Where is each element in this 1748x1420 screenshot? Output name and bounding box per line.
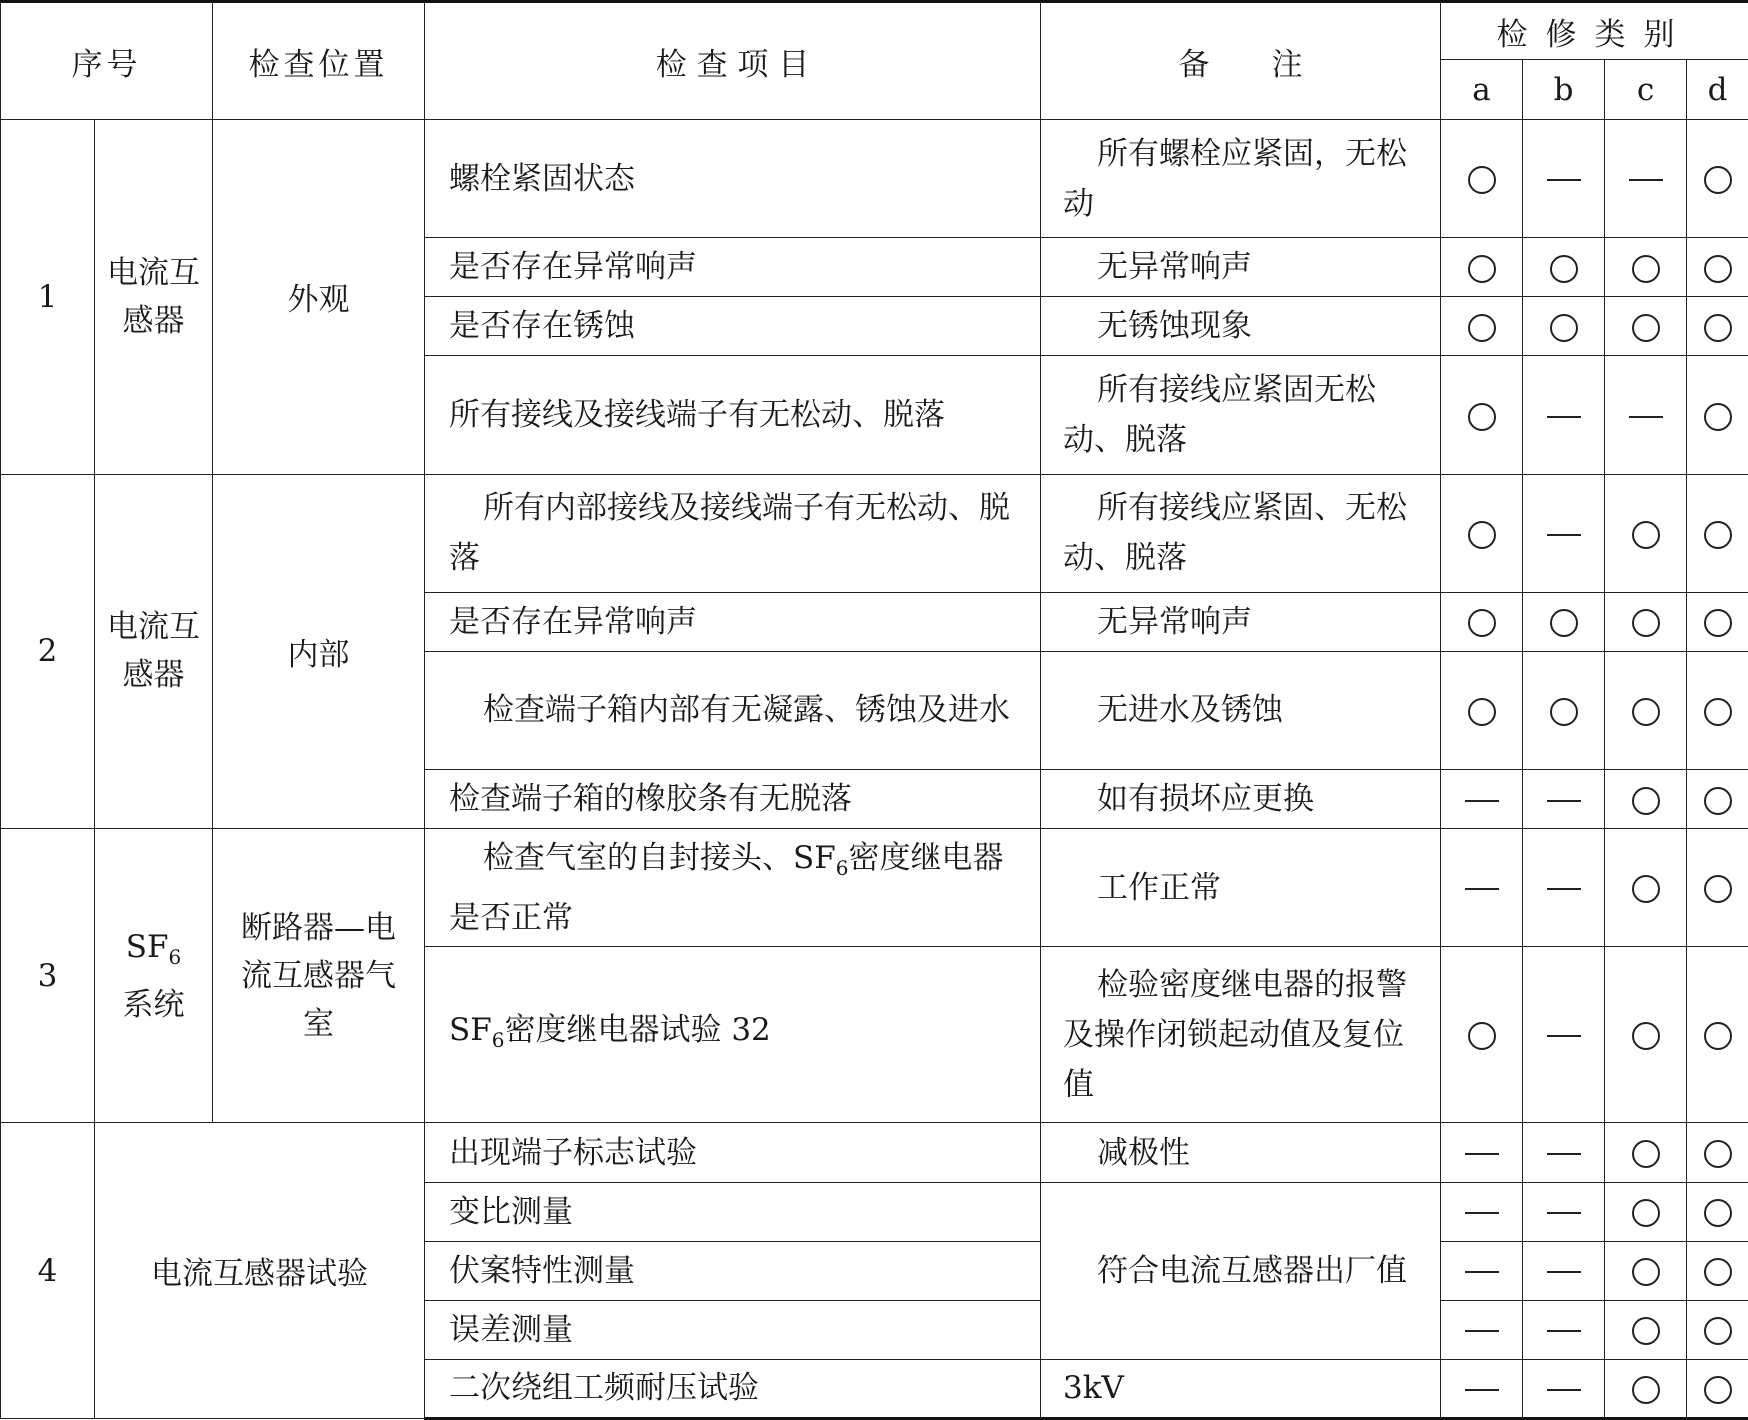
mark-cell (1605, 947, 1687, 1123)
header-note: 备 注 (1041, 2, 1441, 120)
circle-mark-icon (1550, 314, 1578, 342)
circle-mark-icon (1704, 403, 1732, 431)
circle-mark-icon (1632, 787, 1660, 815)
check-note: 所有螺栓应紧固，无松动 (1041, 120, 1441, 238)
table-row (1, 1123, 1748, 1182)
mark-cell (1523, 356, 1605, 474)
mark-cell (1605, 1300, 1687, 1359)
circle-mark-icon (1704, 314, 1732, 342)
dash-mark-icon (1547, 1271, 1581, 1273)
check-note: 减极性 (1041, 1123, 1441, 1182)
mark-cell (1687, 770, 1748, 829)
mark-cell (1523, 592, 1605, 651)
group-object: 电流互感器试验 (95, 1123, 425, 1419)
circle-mark-icon (1704, 1022, 1732, 1050)
mark-cell (1687, 592, 1748, 651)
mark-cell (1523, 651, 1605, 769)
check-item: 出现端子标志试验 (425, 1123, 1041, 1182)
circle-mark-icon (1704, 166, 1732, 194)
check-item: 所有接线及接线端子有无松动、脱落 (425, 356, 1041, 474)
check-note: 所有接线应紧固、无松动、脱落 (1041, 474, 1441, 592)
mark-cell (1523, 1123, 1605, 1182)
dash-mark-icon (1465, 888, 1499, 890)
dash-mark-icon (1465, 1212, 1499, 1214)
header-cat-d: d (1687, 60, 1748, 120)
circle-mark-icon (1632, 609, 1660, 637)
mark-cell (1441, 356, 1523, 474)
circle-mark-icon (1468, 255, 1496, 283)
mark-cell (1441, 947, 1523, 1123)
dash-mark-icon (1547, 888, 1581, 890)
circle-mark-icon (1468, 314, 1496, 342)
check-note: 无锈蚀现象 (1041, 297, 1441, 356)
mark-cell (1441, 1241, 1523, 1300)
check-note: 3kV (1041, 1359, 1441, 1418)
mark-cell (1687, 947, 1748, 1123)
mark-cell (1523, 947, 1605, 1123)
mark-cell (1605, 829, 1687, 947)
dash-mark-icon (1547, 1330, 1581, 1332)
circle-mark-icon (1632, 521, 1660, 549)
group-object: 电流互感器 (95, 474, 213, 828)
header-cat-a: a (1441, 60, 1523, 120)
mark-cell (1441, 238, 1523, 297)
circle-mark-icon (1632, 1376, 1660, 1404)
mark-cell (1605, 592, 1687, 651)
mark-cell (1605, 120, 1687, 238)
check-note: 所有接线应紧固无松动、脱落 (1041, 356, 1441, 474)
mark-cell (1687, 120, 1748, 238)
circle-mark-icon (1632, 1140, 1660, 1168)
mark-cell (1523, 474, 1605, 592)
circle-mark-icon (1704, 1199, 1732, 1227)
dash-mark-icon (1465, 1153, 1499, 1155)
circle-mark-icon (1704, 1140, 1732, 1168)
circle-mark-icon (1704, 787, 1732, 815)
dash-mark-icon (1547, 1153, 1581, 1155)
group-position: 断路器—电流互感器气室 (213, 829, 425, 1123)
table-row (1, 474, 1748, 592)
mark-cell (1441, 770, 1523, 829)
mark-cell (1605, 1359, 1687, 1418)
circle-mark-icon (1704, 698, 1732, 726)
check-item: 二次绕组工频耐压试验 (425, 1359, 1041, 1418)
mark-cell (1687, 1182, 1748, 1241)
circle-mark-icon (1632, 1022, 1660, 1050)
mark-cell (1441, 120, 1523, 238)
mark-cell (1687, 297, 1748, 356)
dash-mark-icon (1465, 1389, 1499, 1391)
mark-cell (1605, 238, 1687, 297)
circle-mark-icon (1632, 875, 1660, 903)
mark-cell (1523, 1300, 1605, 1359)
circle-mark-icon (1704, 1376, 1732, 1404)
check-item: $SF_6$密度继电器试验 32 (425, 947, 1041, 1123)
mark-cell (1687, 1123, 1748, 1182)
mark-cell (1523, 829, 1605, 947)
circle-mark-icon (1468, 521, 1496, 549)
check-item: 误差测量 (425, 1300, 1041, 1359)
circle-mark-icon (1704, 1258, 1732, 1286)
check-note: 检验密度继电器的报警及操作闭锁起动值及复位值 (1041, 947, 1441, 1123)
group-object: $SF_6$ 系统 (95, 829, 213, 1123)
mark-cell (1687, 651, 1748, 769)
mark-cell (1687, 1241, 1748, 1300)
mark-cell (1687, 829, 1748, 947)
circle-mark-icon (1704, 521, 1732, 549)
mark-cell (1441, 829, 1523, 947)
header-category: 检修类别 (1441, 2, 1748, 60)
header-cat-c: c (1605, 60, 1687, 120)
mark-cell (1605, 651, 1687, 769)
table-row (1, 829, 1748, 947)
dash-mark-icon (1629, 179, 1663, 181)
group-object: 电流互感器 (95, 120, 213, 474)
group-seq: 3 (1, 829, 95, 1123)
dash-mark-icon (1465, 1271, 1499, 1273)
mark-cell (1523, 770, 1605, 829)
dash-mark-icon (1465, 800, 1499, 802)
header-position: 检查位置 (213, 2, 425, 120)
dash-mark-icon (1547, 1035, 1581, 1037)
circle-mark-icon (1704, 609, 1732, 637)
check-note: 无异常响声 (1041, 592, 1441, 651)
circle-mark-icon (1468, 403, 1496, 431)
check-item: 是否存在异常响声 (425, 238, 1041, 297)
mark-cell (1687, 1300, 1748, 1359)
circle-mark-icon (1468, 609, 1496, 637)
dash-mark-icon (1465, 1330, 1499, 1332)
mark-cell (1687, 474, 1748, 592)
mark-cell (1523, 1182, 1605, 1241)
group-position: 内部 (213, 474, 425, 828)
circle-mark-icon (1632, 1317, 1660, 1345)
mark-cell (1605, 1123, 1687, 1182)
mark-cell (1523, 238, 1605, 297)
check-note: 无进水及锈蚀 (1041, 651, 1441, 769)
group-seq: 2 (1, 474, 95, 828)
check-note: 工作正常 (1041, 829, 1441, 947)
mark-cell (1441, 1359, 1523, 1418)
group-position: 外观 (213, 120, 425, 474)
dash-mark-icon (1547, 179, 1581, 181)
mark-cell (1441, 474, 1523, 592)
header-seq: 序号 (1, 2, 213, 120)
dash-mark-icon (1547, 1389, 1581, 1391)
mark-cell (1441, 297, 1523, 356)
mark-cell (1523, 1359, 1605, 1418)
mark-cell (1441, 592, 1523, 651)
check-item: 检查端子箱的橡胶条有无脱落 (425, 770, 1041, 829)
circle-mark-icon (1632, 314, 1660, 342)
circle-mark-icon (1704, 1317, 1732, 1345)
header-cat-b: b (1523, 60, 1605, 120)
mark-cell (1605, 1182, 1687, 1241)
check-item: 所有内部接线及接线端子有无松动、脱落 (425, 474, 1041, 592)
mark-cell (1687, 1359, 1748, 1418)
circle-mark-icon (1632, 1258, 1660, 1286)
mark-cell (1441, 1182, 1523, 1241)
check-item: 是否存在锈蚀 (425, 297, 1041, 356)
mark-cell (1605, 474, 1687, 592)
dash-mark-icon (1547, 534, 1581, 536)
check-item: 检查端子箱内部有无凝露、锈蚀及进水 (425, 651, 1041, 769)
table-row (1, 120, 1748, 238)
check-note: 无异常响声 (1041, 238, 1441, 297)
mark-cell (1605, 770, 1687, 829)
mark-cell (1605, 297, 1687, 356)
dash-mark-icon (1547, 800, 1581, 802)
check-note-shared: 符合电流互感器出厂值 (1041, 1182, 1441, 1359)
mark-cell (1523, 297, 1605, 356)
mark-cell (1523, 1241, 1605, 1300)
check-item: 检查气室的自封接头、$SF_6$密度继电器是否正常 (425, 829, 1041, 947)
check-item: 是否存在异常响声 (425, 592, 1041, 651)
mark-cell (1605, 1241, 1687, 1300)
dash-mark-icon (1629, 416, 1663, 418)
mark-cell (1687, 356, 1748, 474)
group-seq: 1 (1, 120, 95, 474)
dash-mark-icon (1547, 416, 1581, 418)
group-seq: 4 (1, 1123, 95, 1419)
mark-cell (1687, 238, 1748, 297)
mark-cell (1605, 356, 1687, 474)
check-item: 螺栓紧固状态 (425, 120, 1041, 238)
check-item: 变比测量 (425, 1182, 1041, 1241)
dash-mark-icon (1547, 1212, 1581, 1214)
circle-mark-icon (1468, 1022, 1496, 1050)
circle-mark-icon (1468, 698, 1496, 726)
circle-mark-icon (1550, 698, 1578, 726)
header-item: 检 查 项 目 (425, 2, 1041, 120)
circle-mark-icon (1704, 875, 1732, 903)
circle-mark-icon (1632, 1199, 1660, 1227)
circle-mark-icon (1550, 609, 1578, 637)
sf6-label: $SF_6$ (125, 928, 182, 969)
circle-mark-icon (1704, 255, 1732, 283)
circle-mark-icon (1632, 698, 1660, 726)
check-note: 如有损坏应更换 (1041, 770, 1441, 829)
circle-mark-icon (1550, 255, 1578, 283)
mark-cell (1441, 1300, 1523, 1359)
check-item: 伏案特性测量 (425, 1241, 1041, 1300)
mark-cell (1441, 1123, 1523, 1182)
mark-cell (1441, 651, 1523, 769)
circle-mark-icon (1632, 255, 1660, 283)
mark-cell (1523, 120, 1605, 238)
circle-mark-icon (1468, 166, 1496, 194)
